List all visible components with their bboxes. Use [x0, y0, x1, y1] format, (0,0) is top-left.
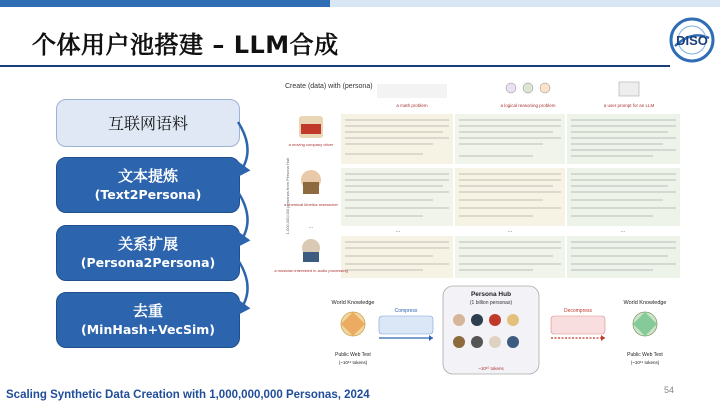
step-sublabel: (Text2Persona)	[94, 187, 202, 202]
svg-text:Decompress: Decompress	[563, 308, 593, 314]
arrow-2-icon	[238, 192, 248, 242]
svg-text:...: ...	[308, 224, 314, 230]
flow-arrows	[200, 120, 260, 340]
arrow-1-icon	[238, 122, 248, 172]
svg-text:DISO: DISO	[676, 33, 708, 48]
svg-text:a musician interested in audio: a musician interested in audio processing	[274, 268, 348, 273]
title-divider	[0, 65, 670, 67]
step-sublabel: (MinHash+VecSim)	[81, 322, 215, 337]
svg-text:...: ...	[507, 228, 513, 234]
svg-text:a math problem: a math problem	[396, 103, 428, 108]
svg-text:Persona Hub: Persona Hub	[470, 291, 512, 298]
top-accent-bar	[0, 0, 720, 7]
svg-text:a chemical kinetics researcher: a chemical kinetics researcher	[284, 202, 338, 207]
svg-text:Public Web Text: Public Web Text	[627, 352, 663, 358]
step-sublabel: (Persona2Persona)	[80, 255, 216, 270]
svg-text:a user prompt for an LLM: a user prompt for an LLM	[603, 103, 655, 108]
arrow-3-icon	[238, 260, 248, 310]
citation-footer: Scaling Synthetic Data Creation with 1,000,000,000 Personas, 2024	[6, 389, 370, 401]
svg-text:...: ...	[620, 228, 626, 234]
figure-header: Create (data) with (persona)	[285, 83, 373, 90]
svg-text:Public Web Text: Public Web Text	[335, 352, 371, 358]
svg-text:(~10¹⁴ tokens): (~10¹⁴ tokens)	[630, 360, 660, 365]
svg-text:a logical reasoning problem: a logical reasoning problem	[500, 103, 556, 108]
step-label: 互联网语料	[107, 113, 188, 133]
example-grid	[341, 114, 680, 278]
svg-text:World Knowledge: World Knowledge	[623, 300, 667, 306]
column-headers	[377, 82, 655, 108]
slide-title: 个体用户池搭建 – LLM合成	[32, 31, 339, 59]
persona-hub-section	[331, 286, 666, 374]
svg-text:Compress: Compress	[394, 308, 418, 314]
svg-text:1,000,000,000 personas from Pe: 1,000,000,000 personas from Persona Hub	[285, 157, 290, 235]
svg-text:~10¹⁰ tokens: ~10¹⁰ tokens	[478, 366, 504, 371]
svg-text:World Knowledge: World Knowledge	[331, 300, 375, 306]
svg-text:(~10¹⁴ tokens): (~10¹⁴ tokens)	[338, 360, 368, 365]
step-label: 去重	[132, 302, 163, 320]
diso-logo-icon	[668, 16, 716, 64]
step-label: 文本提炼	[117, 167, 178, 185]
step-label: 关系扩展	[117, 235, 178, 253]
svg-text:...: ...	[395, 228, 401, 234]
persona-hub-figure	[274, 76, 706, 379]
page-number: 54	[664, 385, 675, 395]
svg-text:(1 billion personas): (1 billion personas)	[469, 300, 513, 306]
svg-text:a moving company driver: a moving company driver	[288, 142, 334, 147]
